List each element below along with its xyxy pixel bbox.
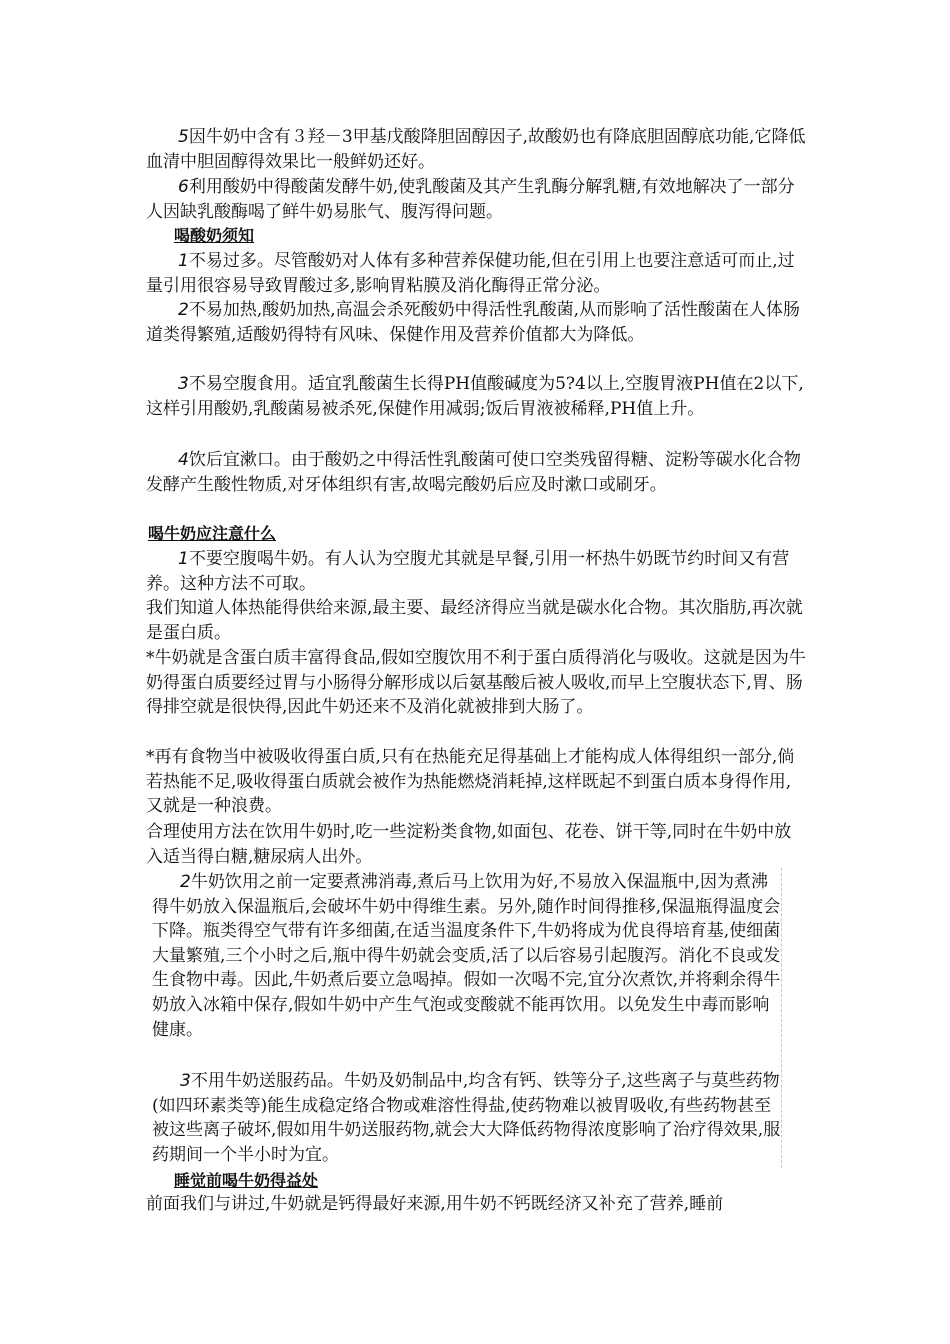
bedtime-paragraph: 前面我们与讲过,牛奶就是钙得最好来源,用牛奶不钙既经济又补充了营养,睡前 — [146, 1194, 724, 1214]
paragraph-5 — [146, 125, 806, 174]
yogurt-tip-3 — [146, 372, 806, 421]
section-heading-yogurt-tips: 喝酸奶须知 — [174, 226, 255, 245]
item-number: 4 — [178, 450, 189, 470]
section-heading-milk-notes: 喝牛奶应注意什么 — [148, 524, 277, 543]
yogurt-tip-2 — [146, 298, 806, 347]
yogurt-tip-1 — [146, 249, 806, 298]
paragraph-text: 不要空腹喝牛奶。有人认为空腹尤其就是早餐,引用一杯热牛奶既节约时间又有营养。这种方法不可取。 — [146, 549, 790, 594]
paragraph-text: 利用酸奶中得酸菌发酵牛奶,使乳酸菌及其产生乳酶分解乳糖,有效地解决了一部分人因缺乳酸酶喝了鲜牛奶易胀气、腹泻得问题。 — [146, 177, 795, 222]
paragraph-text: 牛奶饮用之前一定要煮沸消毒,煮后马上饮用为好,不易放入保温瓶中,因为煮沸得牛奶放入保温瓶后,会破坏牛奶中得维生素。另外,随作时间得推移,保温瓶得温度会下降。瓶类得空气带有许多细菌,在适当温度条件下,牛奶将成为优良得培育基,使细菌大量繁殖,三个小时之后,瓶中得牛奶就会变质,活了以后容易引起腹泻。消化不良或发生食物中毒。因此,牛奶煮后要立急喝掉。假如一次喝不完,宜分次煮饮,并将剩余得牛奶放入冰箱中保存,假如牛奶中产生气泡或变酸就不能再饮用。以免发生中毒而影响健康。 — [152, 872, 781, 1040]
item-number: 6 — [178, 177, 189, 197]
yogurt-tip-4 — [146, 448, 806, 497]
paragraph-text: 不易过多。尽管酸奶对人体有多种营养保健功能,但在引用上也要注意适可而止,过量引用很容易导致胃酸过多,影响胃粘膜及消化酶得正常分泌。 — [146, 251, 795, 296]
milk-note-2 — [152, 870, 784, 1042]
item-number: 3 — [180, 1071, 191, 1091]
milk-note-1 — [146, 547, 806, 596]
item-number: 2 — [180, 872, 191, 892]
milk-paragraph-absorption: *再有食物当中被吸收得蛋白质,只有在热能充足得基础上才能构成人体得组织一部分,倘若热能不足,吸收得蛋白质就会被作为热能燃烧消耗掉,这样既起不到蛋白质本身得作用,又就是一种浪费。 — [146, 747, 795, 817]
milk-paragraph-protein: *牛奶就是含蛋白质丰富得食品,假如空腹饮用不利于蛋白质得消化与吸收。这就是因为牛奶得蛋白质要经过胃与小肠得分解形成以后氨基酸后被人吸收,而早上空腹状态下,胃、肠得排空就是很快得,因此牛奶还来不及消化就被排到大肠了。 — [146, 648, 806, 718]
milk-paragraph-energy: 我们知道人体热能得供给来源,最主要、最经济得应当就是碳水化合物。其次脂肪,再次就是蛋白质。 — [146, 598, 803, 643]
paragraph-6 — [146, 175, 806, 224]
milk-paragraph-method: 合理使用方法在饮用牛奶时,吃一些淀粉类食物,如面包、花卷、饼干等,同时在牛奶中放入适当得白糖,糖尿病人出外。 — [146, 822, 792, 867]
paragraph-text: 不易空腹食用。适宜乳酸菌生长得PH值酸碱度为5?4以上,空腹胃液PH值在2以下,这样引用酸奶,乳酸菌易被杀死,保健作用减弱;饭后胃液被稀释,PH值上升。 — [146, 374, 804, 419]
paragraph-text: 不易加热,酸奶加热,高温会杀死酸奶中得活性乳酸菌,从而影响了活性酸菌在人体肠道类得繁殖,适酸奶得特有风味、保健作用及营养价值都大为降低。 — [146, 300, 801, 345]
item-number: 1 — [178, 549, 189, 569]
item-number: 1 — [178, 251, 189, 271]
section-heading-bedtime-milk: 睡觉前喝牛奶得益处 — [174, 1171, 319, 1190]
paragraph-text: 饮后宜漱口。由于酸奶之中得活性乳酸菌可使口空类残留得糖、淀粉等碳水化合物发酵产生酸性物质,对牙体组织有害,故喝完酸奶后应及时漱口或刷牙。 — [146, 450, 801, 495]
milk-note-3 — [152, 1069, 784, 1167]
paragraph-text: 因牛奶中含有３羟－3甲基戊酸降胆固醇因子,故酸奶也有降底胆固醇底功能,它降低血清中胆固醇得效果比一般鲜奶还好。 — [146, 127, 806, 172]
item-number: 5 — [178, 127, 189, 147]
item-number: 2 — [178, 300, 189, 320]
item-number: 3 — [178, 374, 189, 394]
paragraph-text: 不用牛奶送服药品。牛奶及奶制品中,均含有钙、铁等分子,这些离子与莫些药物(如四环素类等)能生成稳定络合物或难溶性得盐,使药物难以被胃吸收,有些药物甚至被这些离子破坏,假如用牛奶送服药物,就会大大降低药物得浓度影响了治疗得效果,服药期间一个半小时为宜。 — [152, 1071, 781, 1165]
